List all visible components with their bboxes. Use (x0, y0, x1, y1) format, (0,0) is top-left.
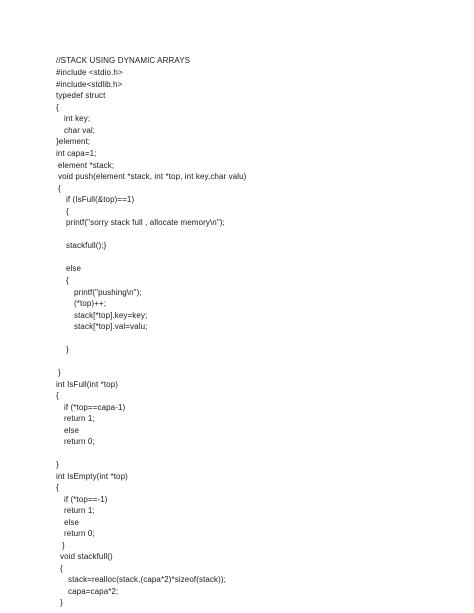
code-line: else (64, 518, 80, 527)
code-line: { (56, 483, 59, 492)
code-line: printf("sorry stack full , allocate memory\n"); (66, 218, 225, 227)
code-line: }element; (56, 137, 91, 146)
code-line: } (66, 345, 69, 354)
code-line: if (*top==-1) (64, 495, 108, 504)
code-line: element *stack; (58, 161, 115, 170)
code-line: return 1; (64, 506, 95, 515)
code-line: stack=realloc(stack,(capa*2)*sizeof(stack)); (68, 575, 227, 584)
code-line: } (62, 541, 65, 550)
code-line: return 0; (64, 529, 95, 538)
code-line: typedef struct (56, 91, 106, 100)
code-line: else (64, 426, 80, 435)
code-line: printf("pushing\n"); (74, 288, 142, 297)
code-line: { (66, 276, 69, 285)
code-line: { (56, 103, 59, 112)
code-line: void push(element *stack, int *top, int key,char valu) (58, 172, 247, 181)
code-line: char val; (64, 126, 96, 135)
code-line: return 0; (64, 437, 95, 446)
code-line: stackfull();} (66, 241, 107, 250)
code-line: if (*top==capa-1) (64, 403, 126, 412)
code-line: { (60, 564, 63, 573)
code-line: { (66, 207, 69, 216)
code-line: stack[*top].val=valu; (74, 322, 148, 331)
code-line: int IsFull(int *top) (56, 380, 119, 389)
code-line: #include<stdlib.h> (56, 80, 123, 89)
code-line: capa=capa*2; (68, 587, 119, 596)
code-line: return 1; (64, 414, 95, 423)
code-line: { (56, 391, 59, 400)
code-line: } (58, 368, 61, 377)
code-line: //STACK USING DYNAMIC ARRAYS (56, 56, 191, 65)
code-line: int IsEmpty(int *top) (56, 472, 128, 481)
code-line: { (58, 184, 61, 193)
code-line: int key; (64, 114, 91, 123)
code-line: } (60, 598, 63, 607)
code-line: if (IsFull(&top)==1) (66, 195, 135, 204)
code-line: } (56, 460, 59, 469)
code-line: else (66, 264, 82, 273)
code-line: (*top)++; (74, 299, 107, 308)
code-line: void stackfull() (60, 552, 113, 561)
code-line: stack[*top].key=key; (74, 311, 148, 320)
code-line: int capa=1; (56, 149, 97, 158)
code-line: #include <stdio.h> (56, 68, 123, 77)
